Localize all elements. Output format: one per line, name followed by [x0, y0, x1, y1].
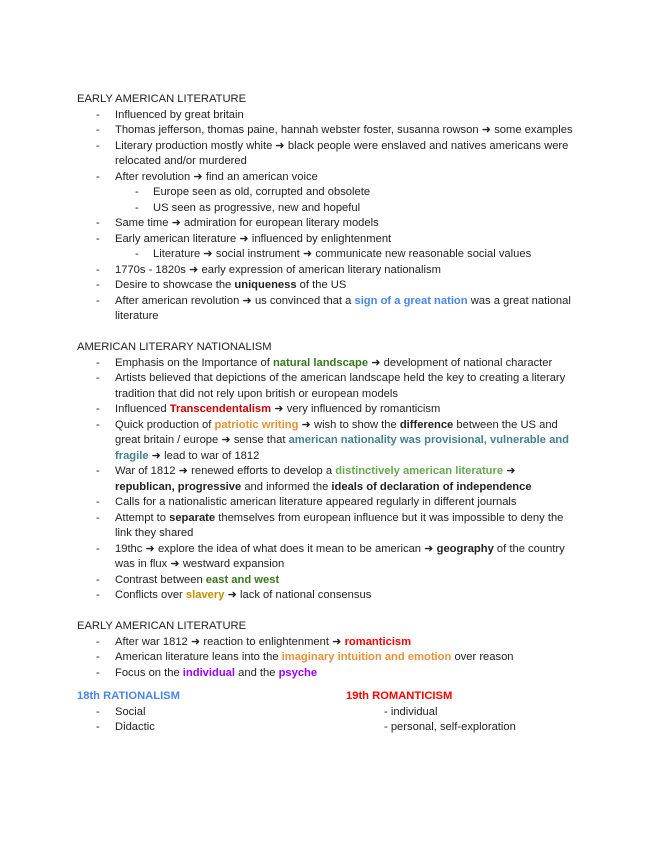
item-text: Focus on the — [115, 666, 183, 679]
item-text: themselves from european influence but it was impossible to deny the link they shared — [115, 511, 564, 539]
item-text: of the US — [296, 279, 347, 291]
highlight-individual: individual — [182, 666, 236, 679]
highlight-geography: geography — [436, 542, 494, 555]
bullet-dash: - — [96, 263, 100, 276]
item-text: ➜ very influenced by romanticism — [271, 403, 441, 415]
list-item — [77, 263, 577, 279]
bullet-dash: - — [135, 186, 139, 198]
list-item — [77, 139, 577, 170]
bullet-dash: - — [96, 139, 100, 152]
highlight-psyche: psyche — [278, 666, 318, 679]
list-item: - personal, self-exploration — [384, 721, 516, 733]
bullet-dash: - — [96, 496, 100, 508]
list-item — [77, 418, 577, 465]
bullet-dash: - — [96, 573, 100, 586]
list-item — [77, 705, 337, 721]
item-text: Quick production of — [115, 418, 215, 431]
bullet-dash: - — [96, 511, 100, 524]
list-item — [77, 278, 577, 294]
highlight-republican-progressive: republican, progressive — [115, 480, 242, 493]
highlight-romanticism: romanticism — [344, 635, 412, 648]
item-text: and the — [235, 666, 279, 679]
bullet-dash: - — [96, 232, 100, 245]
comparison-table — [77, 689, 577, 736]
spacer — [77, 325, 577, 341]
highlight-natural-landscape: natural landscape — [272, 356, 369, 369]
romanticism-column — [346, 689, 566, 736]
highlight-patriotic-writing: patriotic writing — [214, 418, 299, 431]
item-text: Early american literature ➜ influenced by enlightenment — [115, 232, 392, 245]
bullet-dash: - — [96, 721, 100, 733]
highlight-uniqueness: uniqueness — [234, 279, 297, 291]
highlight-declaration-ideals: ideals of declaration of independence — [331, 480, 532, 493]
highlight-east-and-west: east and west — [205, 573, 280, 586]
sub-list-item — [77, 185, 577, 201]
item-text: Attempt to — [115, 511, 170, 524]
item-text: US seen as progressive, new and hopeful — [153, 201, 361, 214]
list-item — [77, 216, 577, 232]
bullet-dash: - — [96, 356, 100, 369]
bullet-dash: - — [96, 666, 100, 679]
list-item — [77, 402, 577, 418]
bullet-dash: - — [96, 705, 100, 718]
list-item — [77, 666, 577, 682]
list-item — [77, 294, 577, 325]
section-heading: AMERICAN LITERARY NATIONALISM — [77, 341, 272, 353]
list-item — [77, 650, 577, 666]
section-american-literary-nationalism — [77, 340, 577, 604]
item-text: American literature leans into the — [115, 651, 282, 663]
bullet-dash: - — [96, 465, 100, 477]
item-text: and informed the — [241, 480, 332, 493]
item-text: Emphasis on the Importance of — [115, 356, 273, 369]
list-item — [77, 635, 577, 651]
list-item — [77, 232, 577, 248]
highlight-slavery: slavery — [185, 589, 225, 601]
bullet-list — [77, 108, 577, 325]
bullet-dash: - — [96, 124, 100, 136]
bullet-dash: - — [96, 170, 100, 183]
list-item — [77, 123, 577, 139]
highlight-imaginary-intuition: imaginary intuition and emotion — [281, 651, 452, 663]
section-early-american-literature-2 — [77, 619, 577, 681]
item-text: Contrast between — [115, 573, 206, 586]
bullet-list — [77, 356, 577, 604]
item-text: 19thc ➜ explore the idea of what does it mean to be american ➜ — [115, 542, 437, 555]
item-text: After american revolution ➜ us convinced that a — [115, 294, 355, 307]
item-text: Conflicts over — [115, 589, 186, 601]
bullet-dash: - — [135, 248, 139, 260]
bullet-dash: - — [96, 403, 100, 415]
bullet-dash: - — [135, 201, 139, 214]
bullet-dash: - — [96, 108, 100, 121]
list-item — [77, 356, 577, 372]
item-text: Same time ➜ admiration for european literary models — [115, 217, 379, 229]
item-text: Literary production mostly white ➜ black people were enslaved and natives americans were relocated and/or murdered — [115, 139, 569, 167]
bullet-dash: - — [96, 279, 100, 291]
list-item — [77, 108, 577, 124]
highlight-distinctively-american: distinctively american literature — [335, 465, 504, 477]
list-item — [77, 464, 577, 495]
item-text: War of 1812 ➜ renewed efforts to develop a — [115, 465, 336, 477]
list-item — [77, 511, 577, 542]
bullet-dash: - — [96, 651, 100, 663]
bullet-list — [77, 705, 337, 736]
bullet-dash: - — [96, 418, 100, 431]
item-text: After war 1812 ➜ reaction to enlightenment ➜ — [115, 635, 345, 648]
sub-list-item — [77, 201, 577, 217]
item-text: After revolution ➜ find an american voice — [115, 170, 318, 183]
notes-body — [77, 92, 577, 736]
rationalism-column — [77, 689, 337, 736]
item-text: between the US and great britain / europe ➜ sense that — [115, 418, 558, 446]
highlight-separate: separate — [169, 511, 216, 524]
sub-list-item — [77, 247, 577, 263]
item-text: ➜ wish to show the — [298, 418, 400, 431]
item-text: was a great national literature — [115, 294, 571, 322]
item-text: Influenced — [115, 403, 170, 415]
romanticism-heading: 19th ROMANTICISM — [346, 690, 453, 702]
item-text: Influenced by great britain — [115, 108, 244, 121]
item-text: Calls for a nationalistic american literature appeared regularly in different journals — [115, 496, 517, 508]
bullet-dash: - — [96, 635, 100, 648]
section-heading: EARLY AMERICAN LITERATURE — [77, 93, 247, 105]
list-item — [77, 495, 577, 511]
list-item: - individual — [384, 705, 438, 718]
bullet-dash: - — [96, 542, 100, 555]
bullet-dash: - — [96, 589, 100, 601]
list-item — [77, 170, 577, 186]
item-text: Literature ➜ social instrument ➜ communicate new reasonable social values — [153, 248, 532, 260]
list-item — [77, 588, 577, 604]
highlight-sign-of-great-nation: sign of a great nation — [354, 294, 468, 307]
item-text: Didactic — [115, 721, 155, 733]
bullet-dash: - — [96, 372, 100, 384]
item-text: of the country was in flux ➜ westward expansion — [115, 542, 565, 570]
item-text: Social — [115, 705, 146, 718]
highlight-american-nationality: american nationality was provisional, vulnerable and fragile — [115, 434, 569, 462]
item-text: ➜ development of national character — [368, 356, 553, 369]
list-item — [77, 573, 577, 589]
bullet-dash: - — [96, 217, 100, 229]
highlight-difference: difference — [399, 418, 454, 431]
item-text: Thomas jefferson, thomas paine, hannah webster foster, susanna rowson ➜ some examples — [115, 124, 573, 136]
item-text: ➜ lead to war of 1812 — [148, 449, 260, 462]
item-text: Europe seen as old, corrupted and obsolete — [153, 186, 371, 198]
item-text: over reason — [451, 651, 514, 663]
bullet-dash: - — [96, 294, 100, 307]
list-item — [77, 542, 577, 573]
section-heading: EARLY AMERICAN LITERATURE — [77, 620, 247, 632]
bullet-list — [77, 635, 577, 682]
highlight-transcendentalism: Transcendentalism — [169, 403, 272, 415]
section-early-american-literature — [77, 92, 577, 325]
item-text: ➜ lack of national consensus — [224, 589, 372, 601]
item-text: Desire to showcase the — [115, 279, 235, 291]
list-item — [77, 720, 337, 736]
spacer — [77, 604, 577, 620]
rationalism-heading: 18th RATIONALISM — [77, 690, 180, 702]
item-text: ➜ — [503, 465, 516, 477]
list-item — [77, 371, 577, 402]
item-text: Artists believed that depictions of the american landscape held the key to creating a literary tradition that did not rely upon british or european models — [115, 372, 566, 400]
item-text: 1770s - 1820s ➜ early expression of american literary nationalism — [115, 263, 441, 276]
